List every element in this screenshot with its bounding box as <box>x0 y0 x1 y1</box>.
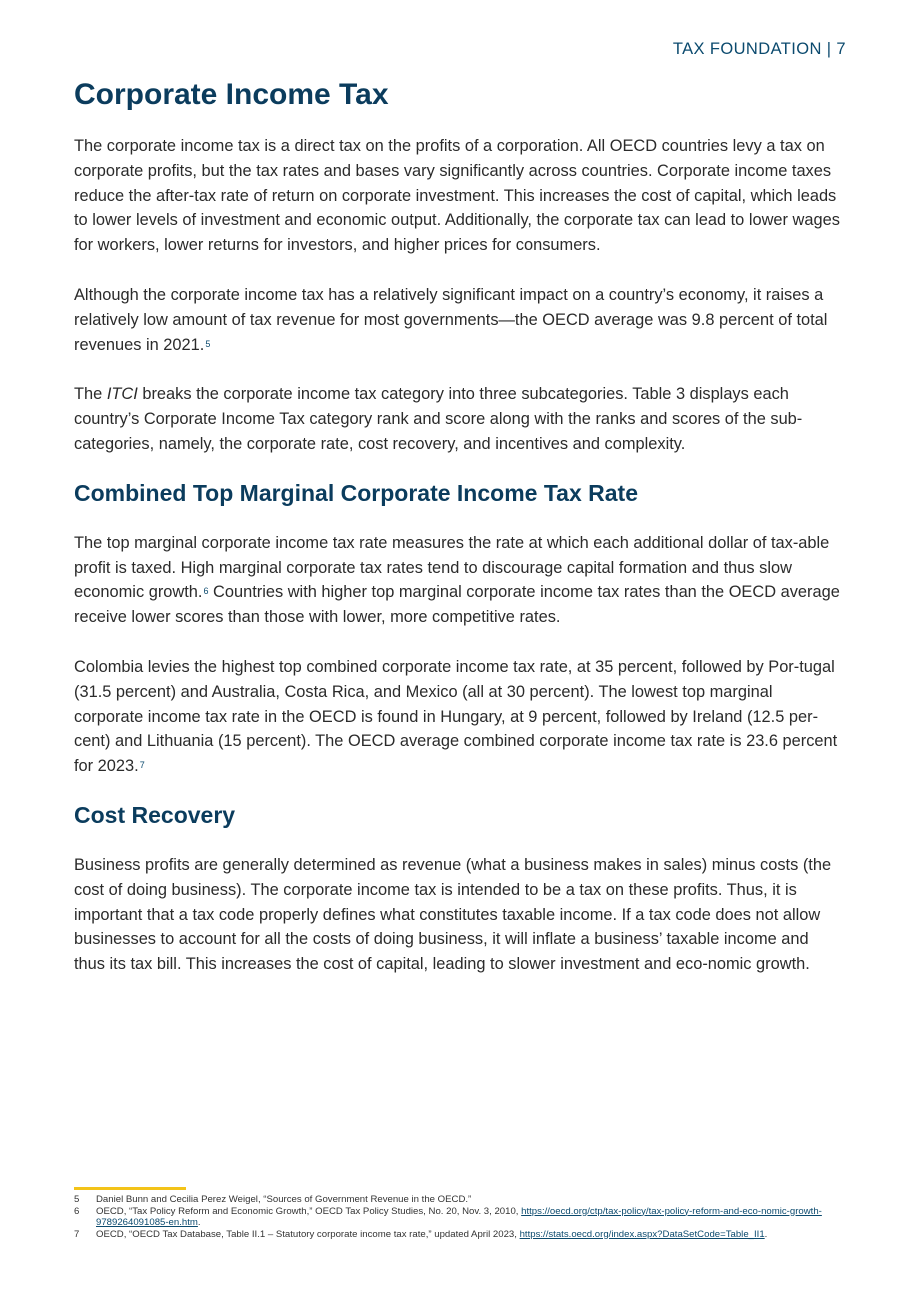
rate-section-heading: Combined Top Marginal Corporate Income Tax Rate <box>74 479 638 506</box>
page-title: Corporate Income Tax <box>74 78 389 111</box>
footnote-ref-7[interactable]: 7 <box>139 760 145 771</box>
running-head: TAX FOUNDATION | 7 <box>672 40 846 58</box>
intro-paragraph-3-lead: The <box>74 385 107 404</box>
footnote-number: 5 <box>74 1194 80 1205</box>
footnote-body <box>96 1229 854 1241</box>
intro-paragraph-2-text: Although the corporate income tax has a relatively significant impact on a country’s economy, it raises a relatively low amount of tax revenue for most governments—the OECD average was 9.8 percent of total revenues in 2021. <box>74 285 828 354</box>
cost-recovery-paragraph: Business profits are generally determined as revenue (what a business makes in sales) minus costs (the cost of doing business). The corporate income tax is intended to be a tax on these profits. Thus, it is important that a tax code properly defines what constitutes taxable income. If a tax code does not allow businesses to account for all the costs of doing business, it will inflate a business’ taxable income and thus its tax bill. This increases the cost of capital, leading to slower investment and eco-nomic growth. <box>74 855 832 974</box>
footnote-number: 6 <box>74 1205 80 1217</box>
footnote-body <box>96 1206 854 1229</box>
intro-paragraph-2 <box>74 283 844 357</box>
rate-paragraph-1 <box>74 531 844 630</box>
footnote-ref-6[interactable]: 6 <box>203 586 209 597</box>
footnote-7 <box>74 1229 854 1241</box>
footnote-rule <box>74 1187 186 1190</box>
itci-term: ITCI <box>106 385 138 404</box>
cost-recovery-heading: Cost Recovery <box>74 801 236 828</box>
footnote-6 <box>74 1206 854 1229</box>
rate-paragraph-2-text: Colombia levies the highest top combined corporate income tax rate, at 35 percent, followed by Por-tugal (31.5 percent) and Australia, Costa Rica, and Mexico (all at 30 percent). The lowest top marginal corporate income tax rate in the OECD is found in Hungary, at 9 percent, followed by Ireland (12.5 per-cent) and Lithuania (15 percent). The OECD average combined corporate income tax rate is 23.6 percent for 2023. <box>74 657 838 776</box>
footnote-link-oecd-database[interactable]: https://stats.oecd.org/index.aspx?DataSetCode=Table_II1 <box>519 1228 765 1240</box>
footnote-text: OECD, “Tax Policy Reform and Economic Growth,” OECD Tax Policy Studies, No. 20, Nov. 3, 2010, <box>96 1205 522 1217</box>
footnote-text: OECD, “OECD Tax Database, Table II.1 – Statutory corporate income tax rate,” updated April 2023, <box>96 1228 520 1240</box>
footnote-5 <box>74 1194 854 1206</box>
intro-paragraph-3 <box>74 382 844 456</box>
footnote-number: 7 <box>74 1228 80 1240</box>
footnote-ref-5[interactable]: 5 <box>205 338 211 349</box>
rate-paragraph-1a: The top marginal corporate income tax rate measures the rate at which each additional dollar of tax-able profit is taxed. High marginal corporate tax rates tend to discourage capital formation and thus slow economic growth. <box>74 533 830 602</box>
footnote-end: . <box>764 1228 768 1240</box>
footnotes <box>74 1194 854 1240</box>
footnote-link-oecd-growth[interactable]: https://oecd.org/ctp/tax-policy/tax-policy-reform-and-eco-nomic-growth-9789264091085-en.htm <box>96 1205 822 1228</box>
page-content <box>74 74 844 977</box>
rate-paragraph-2 <box>74 655 844 779</box>
rate-paragraph-1b: Countries with higher top marginal corporate income tax rates than the OECD average receive lower scores than those with lower, more competitive rates. <box>74 583 840 627</box>
intro-paragraph-3-text: breaks the corporate income tax category into three subcategories. Table 3 displays each country’s Corporate Income Tax category rank and score along with the ranks and scores of the sub-categories, namely, the corporate rate, cost recovery, and incentives and complexity. <box>74 385 803 453</box>
intro-paragraph-1: The corporate income tax is a direct tax on the profits of a corporation. All OECD countries levy a tax on corporate profits, but the tax rates and bases vary significantly across countries. Corporate income taxes reduce the after-tax rate of return on corporate investment. This increases the cost of capital, which leads to lower levels of investment and economic output. Additionally, the corporate tax can lead to lower wages for workers, lower returns for investors, and higher prices for consumers. <box>74 137 840 255</box>
footnote-text: Daniel Bunn and Cecilia Perez Weigel, “Sources of Government Revenue in the OECD.” <box>96 1194 472 1205</box>
footnote-end: . <box>197 1217 201 1228</box>
